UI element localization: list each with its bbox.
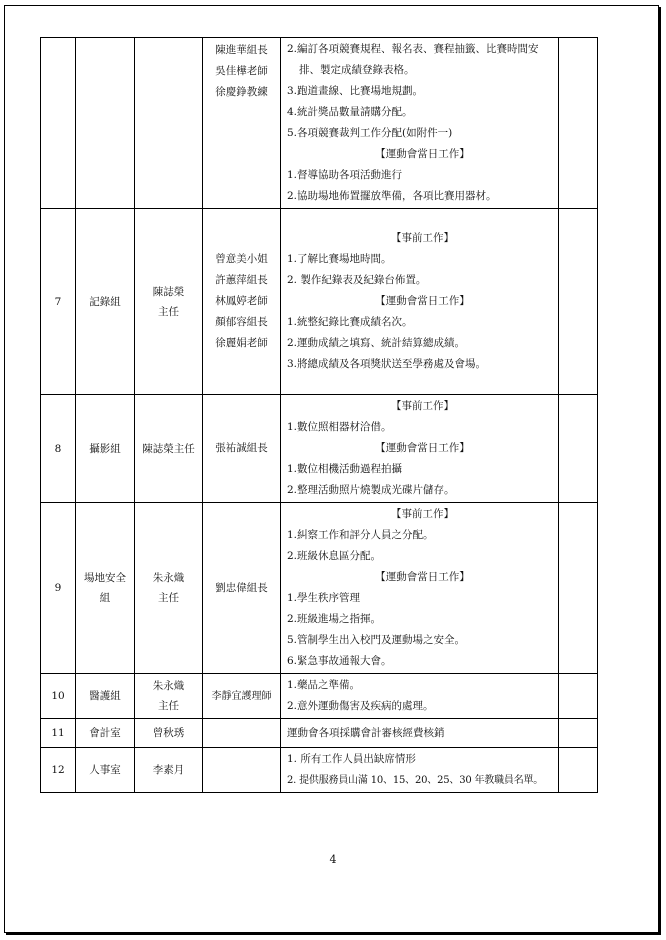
group-lead: 陳誌榮 主任 bbox=[135, 209, 203, 395]
group-name: 會計室 bbox=[76, 719, 135, 748]
row-number: 8 bbox=[41, 395, 76, 503]
row-number bbox=[41, 38, 76, 209]
row-number: 7 bbox=[41, 209, 76, 395]
work-items: 運動會各項採購會計審核經費核銷 bbox=[281, 719, 559, 748]
table-row bbox=[41, 38, 598, 209]
page-number: 4 bbox=[329, 853, 337, 866]
notes-cell bbox=[559, 748, 598, 793]
group-members: 張祐誠組長 bbox=[203, 395, 281, 503]
group-lead bbox=[135, 38, 203, 209]
group-members bbox=[203, 748, 281, 793]
notes-cell bbox=[559, 395, 598, 503]
group-lead: 李素月 bbox=[135, 748, 203, 793]
group-members: 李靜宜護理師 bbox=[203, 674, 281, 719]
row-number: 12 bbox=[41, 748, 76, 793]
group-name: 人事室 bbox=[76, 748, 135, 793]
table-row bbox=[41, 503, 598, 674]
notes-cell bbox=[559, 674, 598, 719]
table-row bbox=[41, 719, 598, 748]
staff-duty-table bbox=[40, 37, 598, 793]
group-name: 醫護組 bbox=[76, 674, 135, 719]
group-members: 劉忠偉組長 bbox=[203, 503, 281, 674]
row-number: 9 bbox=[41, 503, 76, 674]
table-row bbox=[41, 209, 598, 395]
row-number: 11 bbox=[41, 719, 76, 748]
group-members: 陳進華組長 吳佳樺老師 徐慶錚教練 bbox=[203, 38, 281, 209]
work-items: 【事前工作】 1.數位照相器材洽借。 【運動會當日工作】 1.數位相機活動過程拍攝 2.整理活動照片燒製成光碟片儲存。 bbox=[281, 395, 559, 503]
group-members bbox=[203, 719, 281, 748]
notes-cell bbox=[559, 209, 598, 395]
notes-cell bbox=[559, 503, 598, 674]
group-name: 攝影組 bbox=[76, 395, 135, 503]
table-row bbox=[41, 748, 598, 793]
notes-cell bbox=[559, 38, 598, 209]
group-name: 記錄組 bbox=[76, 209, 135, 395]
group-lead: 朱永熾 主任 bbox=[135, 674, 203, 719]
work-items: 1. 所有工作人員出缺席情形 2. 提供服務員山滿 10、15、20、25、30 年教職員名單。 bbox=[281, 748, 559, 793]
work-items: 【事前工作】 1.了解比賽場地時間。 2. 製作紀錄表及紀錄台佈置。 【運動會當日工作】 1.統整紀錄比賽成績名次。 2.運動成績之填寫、統計結算總成績。 3.將總成績及各項獎狀送至學務處及會場。 bbox=[281, 209, 559, 395]
group-name: 場地安全 組 bbox=[76, 503, 135, 674]
work-items: 【事前工作】 1.糾察工作和評分人員之分配。 2.班級休息區分配。 【運動會當日工作】 1.學生秩序管理 2.班級進場之指揮。 5.管制學生出入校門及運動場之安全。 6.緊急事故通報大會。 bbox=[281, 503, 559, 674]
group-members: 曾意美小姐 許蕙萍組長 林鳳婷老師 顏郁容組長 徐麗娟老師 bbox=[203, 209, 281, 395]
group-name bbox=[76, 38, 135, 209]
table-row bbox=[41, 674, 598, 719]
group-lead: 陳誌榮主任 bbox=[135, 395, 203, 503]
row-number: 10 bbox=[41, 674, 76, 719]
group-lead: 曾秋琇 bbox=[135, 719, 203, 748]
work-items: 1.藥品之準備。 2.意外運動傷害及疾病的處理。 bbox=[281, 674, 559, 719]
group-lead: 朱永熾 主任 bbox=[135, 503, 203, 674]
notes-cell bbox=[559, 719, 598, 748]
table-row bbox=[41, 395, 598, 503]
work-items: 2.編訂各項競賽規程、報名表、賽程抽籤、比賽時間安 排、製定成績登錄表格。 3.跑道畫線、比賽場地規劃。 4.統計獎品數量請購分配。 5.各項競賽裁判工作分配(如附件一) 【運動會當日工作】 1.督導協助各項活動進行 2.協助場地佈置擺放準備，各項比賽用器材。 bbox=[281, 38, 559, 209]
